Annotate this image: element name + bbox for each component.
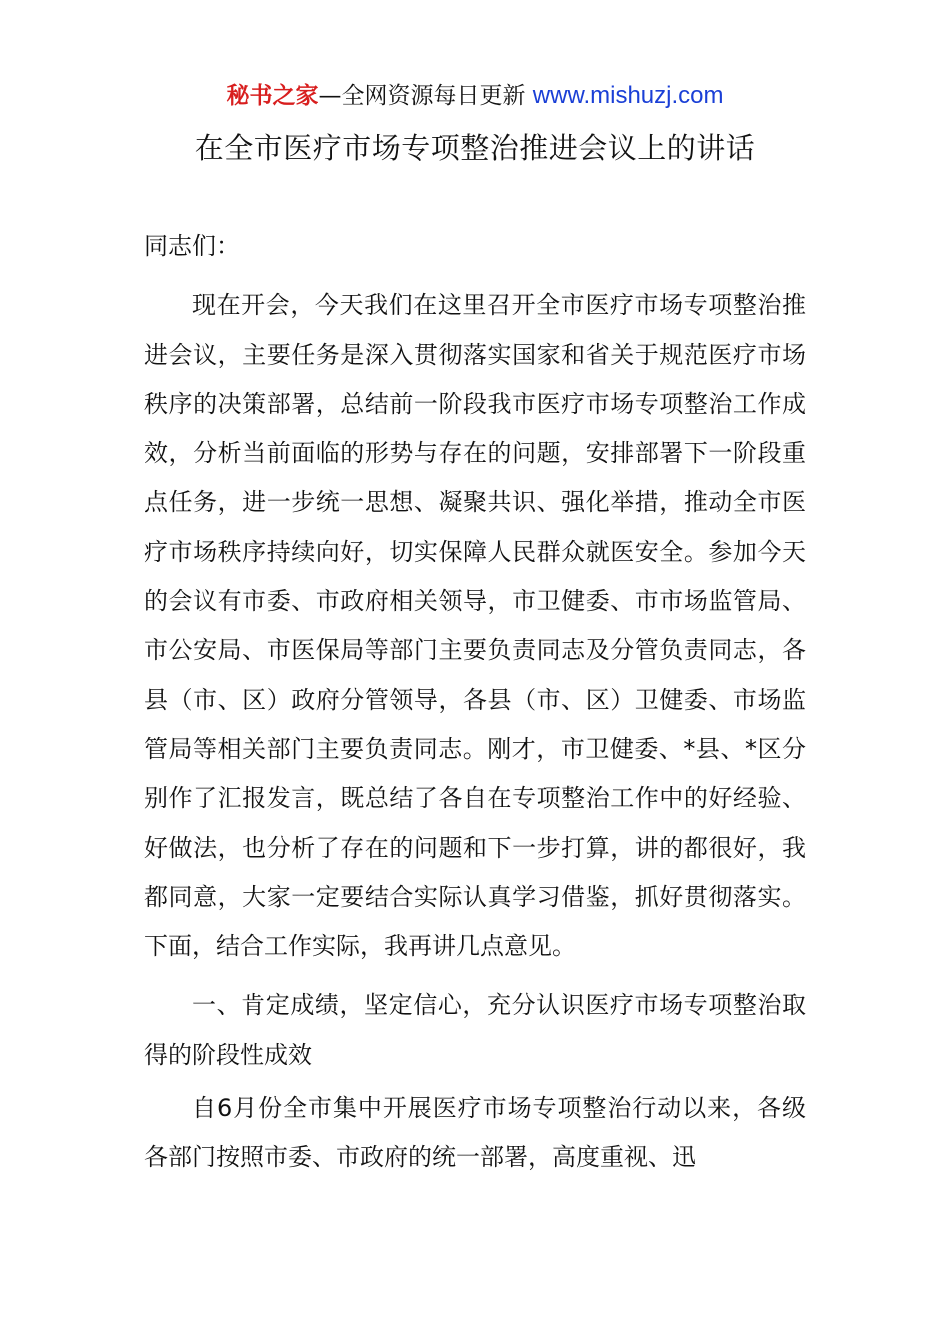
paragraph-opening: 现在开会，今天我们在这里召开全市医疗市场专项整治推进会议，主要任务是深入贯彻落实国家和省关于规范医疗市场秩序的决策部署，总结前一阶段我市医疗市场专项整治工作成效，分析当前面临的形势与存在的问题，安排部署下一阶段重点任务，进一步统一思想、凝聚共识、强化举措，推动全市医疗市场秩序持续向好，切实保障人民群众就医安全。参加今天的会议有市委、市政府相关领导，市卫健委、市市场监管局、市公安局、市医保局等部门主要负责同志及分管负责同志，各县（市、区）政府分管领导，各县（市、区）卫健委、市场监管局等相关部门主要负责同志。刚才，市卫健委、*县、*区分别作了汇报发言，既总结了各自在专项整治工作中的好经验、好做法，也分析了存在的问题和下一步打算，讲的都很好，我都同意，大家一定要结合实际认真学习借鉴，抓好贯彻落实。下面，结合工作实际，我再讲几点意见。 [144, 291, 806, 961]
site-header [0, 80, 950, 112]
brand-name: 秘书之家 [226, 83, 319, 109]
salutation: 同志们： [144, 232, 240, 260]
header-tagline: —全网资源每日更新 [318, 83, 526, 109]
section-heading: 一、肯定成绩，坚定信心，充分认识医疗市场专项整治取得的阶段性成效 [144, 991, 806, 1069]
document-body [144, 222, 806, 1183]
document-title: 在全市医疗市场专项整治推进会议上的讲话 [194, 131, 756, 165]
paragraph-section-1: 自6月份全市集中开展医疗市场专项整治行动以来，各级各部门按照市委、市政府的统一部署，高度重视、迅 [144, 1094, 806, 1172]
site-url-link[interactable]: www.mishuzj.com [532, 82, 724, 109]
